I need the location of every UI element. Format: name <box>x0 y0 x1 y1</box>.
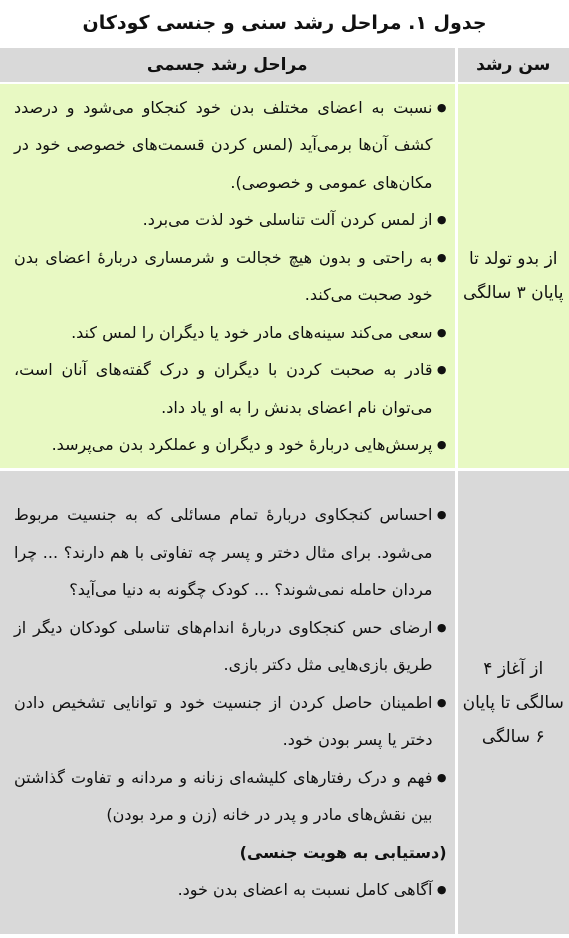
header-age: سن رشد <box>456 48 569 83</box>
list-item: ● از لمس کردن آلت تناسلی خود لذت می‌برد. <box>14 201 447 239</box>
stages-cell <box>0 470 456 935</box>
list-item: ● احساس کنجکاوی دربارهٔ تمام مسائلی که به جنسیت مربوط می‌شود. برای مثال دختر و پسر چه تفاوتی با هم دارند؟ ... چرا مردان حامله نمی‌شوند؟ ... کودک چگونه به دنیا می‌آید؟ <box>14 496 447 609</box>
list-item: ● نسبت به اعضای مختلف بدن خود کنجکاو می‌شود و درصدد کشف آن‌ها برمی‌آید (لمس کردن قسمت‌های خصوصی خود در مکان‌های عمومی و خصوصی). <box>14 89 447 202</box>
emphasis-line: (دستیابی به هویت جنسی) <box>239 842 447 862</box>
stage-list <box>0 492 455 913</box>
list-item: ● پرسش‌هایی دربارهٔ خود و دیگران و عملکرد بدن می‌پرسد. <box>14 426 447 464</box>
stage-list <box>0 85 455 468</box>
list-item: ● به راحتی و بدون هیچ خجالت و شرمساری دربارهٔ اعضای بدن خود صحبت می‌کند. <box>14 239 447 314</box>
table-row <box>0 470 569 935</box>
list-item: ● اطمینان حاصل کردن از جنسیت خود و توانایی تشخیص دادن دختر یا پسر بودن خود. <box>14 684 447 759</box>
list-item: ● سعی می‌کند سینه‌های مادر خود یا دیگران را لمس کند. <box>14 314 447 352</box>
list-item: ● آگاهی کامل نسبت به اعضای بدن خود. <box>14 871 447 909</box>
growth-stages-table <box>0 48 569 934</box>
table-header-row <box>0 48 569 83</box>
stages-cell <box>0 83 456 470</box>
table-title: جدول ۱. مراحل رشد سنی و جنسی کودکان <box>82 12 487 34</box>
header-stages: مراحل رشد جسمی <box>0 48 456 83</box>
list-item: ● فهم و درک رفتارهای کلیشه‌ای زنانه و مردانه و تفاوت گذاشتن بین نقش‌های مادر و پدر در خانه (زن و مرد بودن) <box>14 759 447 834</box>
table-row <box>0 83 569 470</box>
age-cell: از آغاز ۴ سالگی تا پایان ۶ سالگی <box>456 470 569 935</box>
list-item: ● ارضای حس کنجکاوی دربارهٔ اندام‌های تناسلی کودکان دیگر از طریق بازی‌هایی مثل دکتر بازی. <box>14 609 447 684</box>
list-item: ● قادر به صحبت کردن با دیگران و درک گفته‌های آنان است، می‌توان نام اعضای بدنش را به او یاد داد. <box>14 351 447 426</box>
age-cell: از بدو تولد تا پایان ۳ سالگی <box>456 83 569 470</box>
